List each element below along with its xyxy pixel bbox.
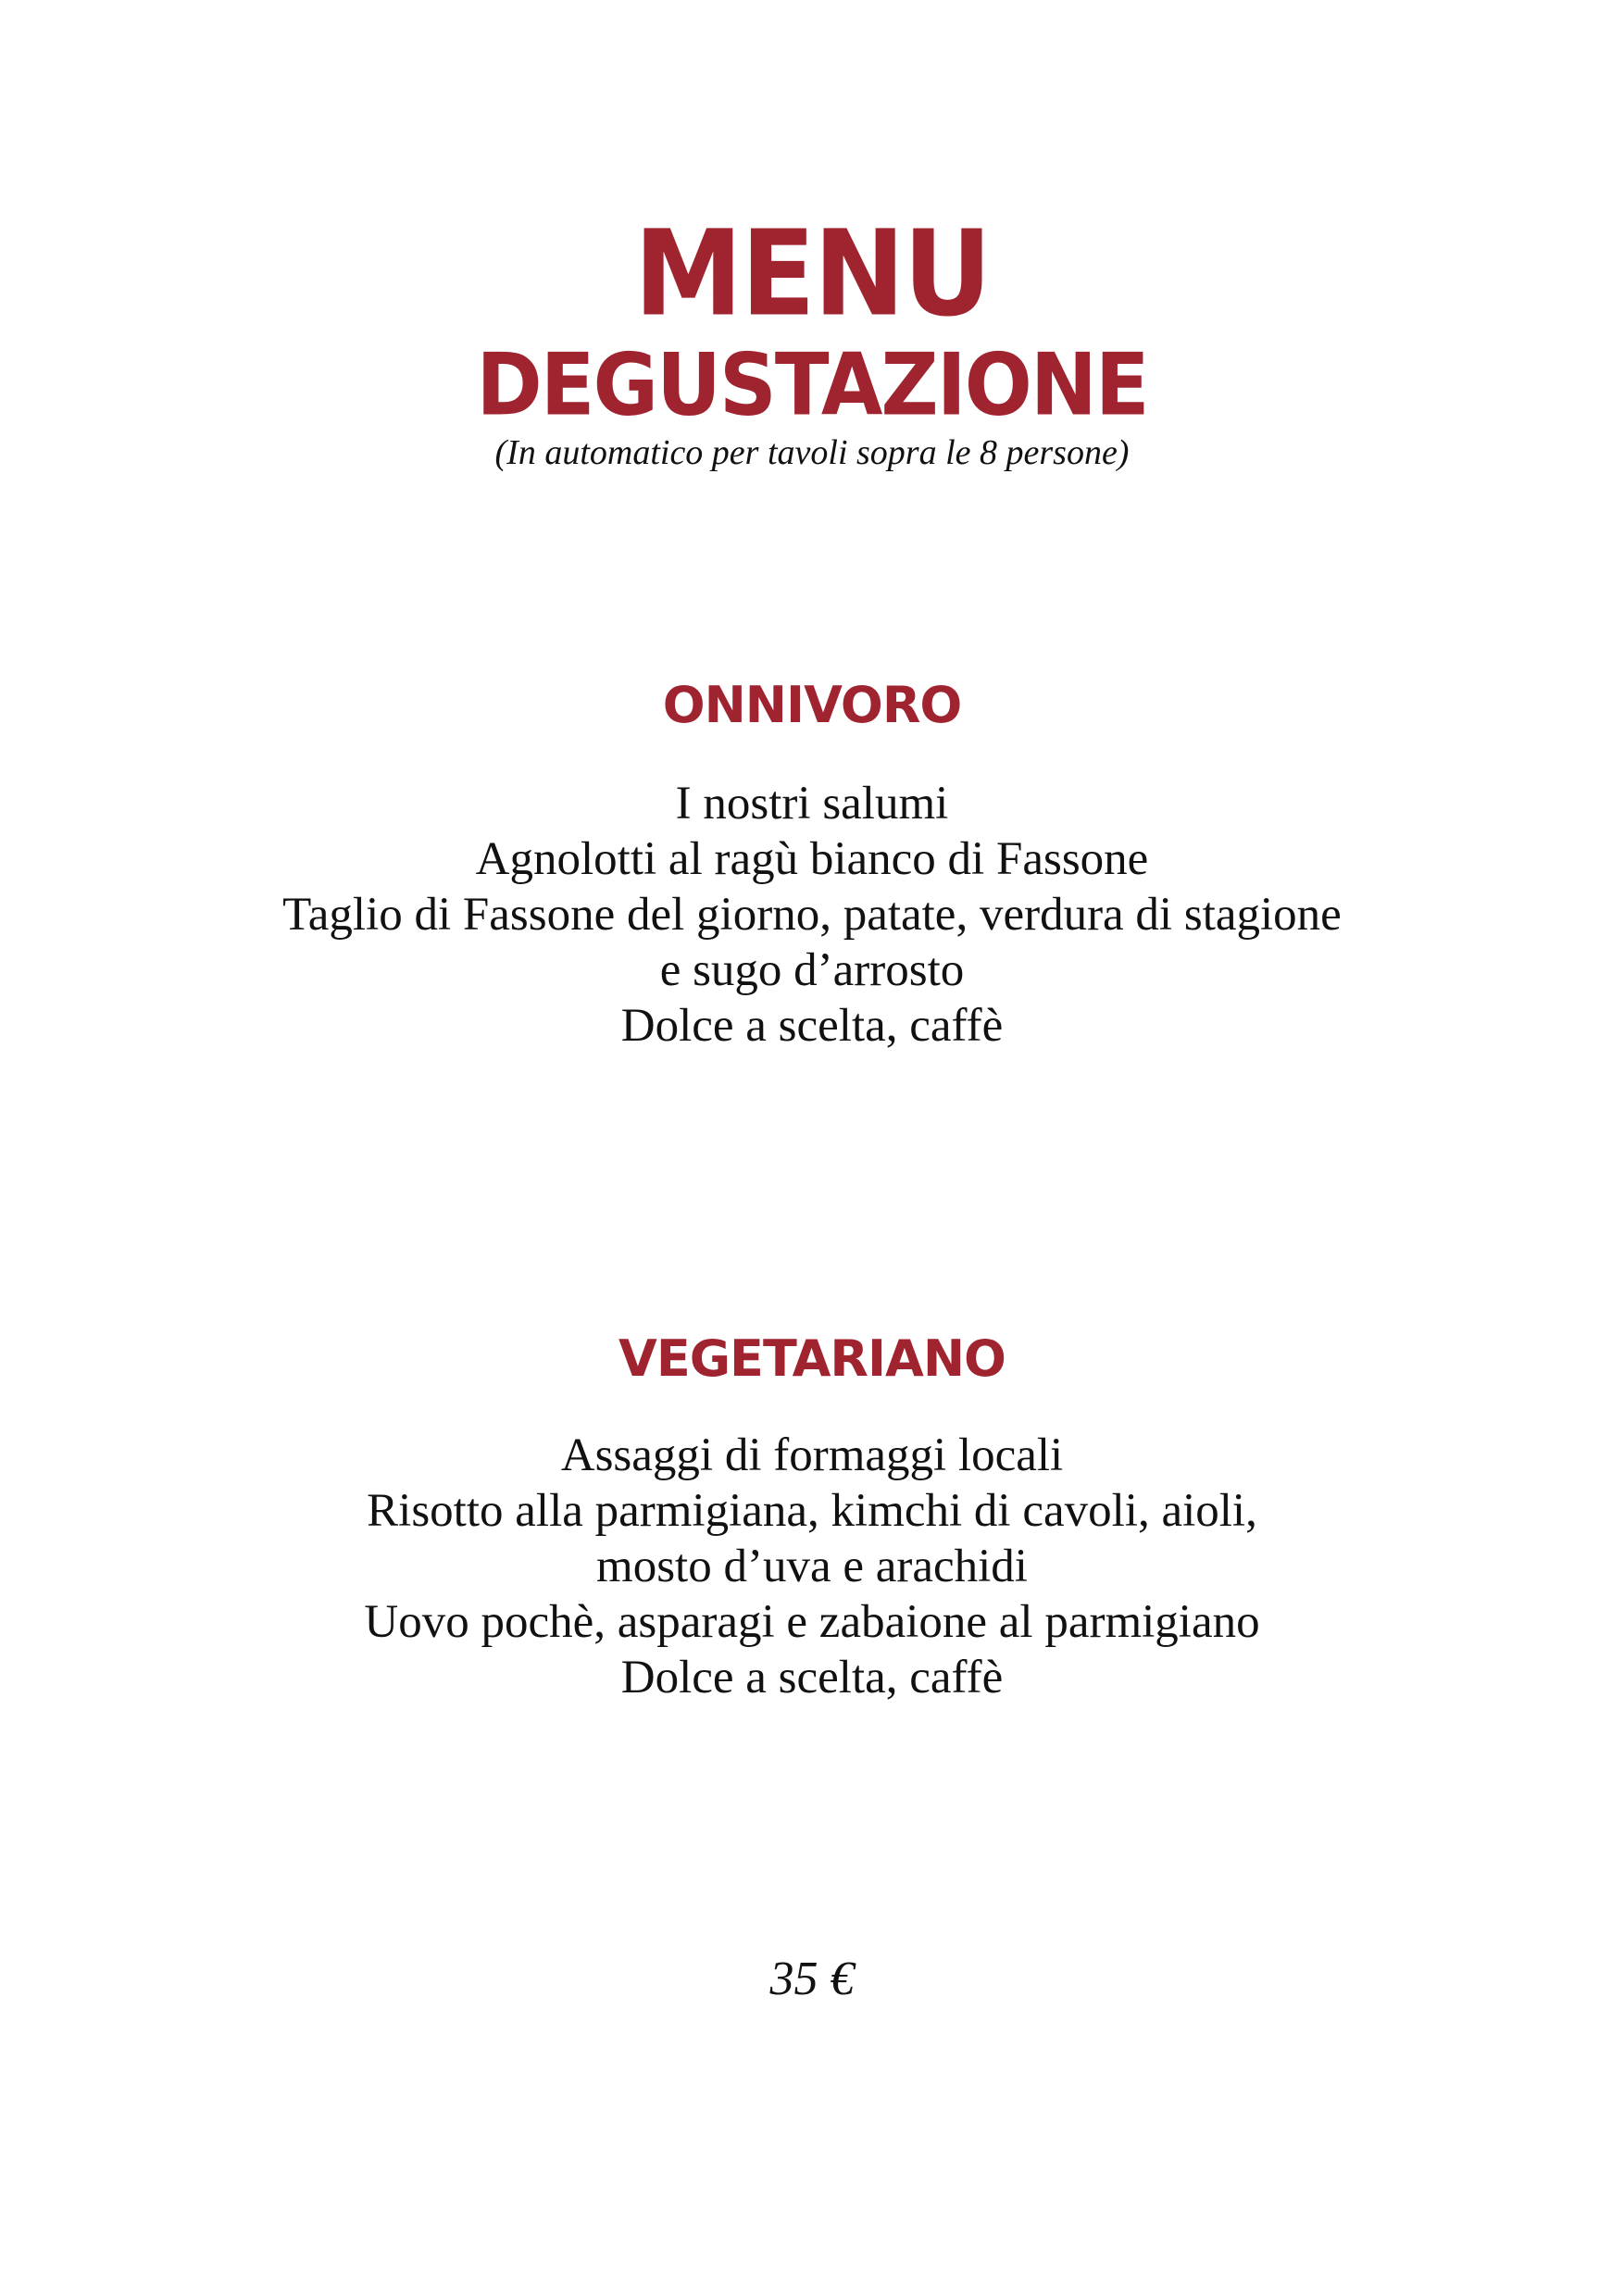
- vegetariano-course-list: [0, 1428, 1624, 1705]
- section-title-onnivoro: ONNIVORO: [662, 676, 962, 734]
- course-item: Uovo pochè, asparagi e zabaione al parmigiano: [364, 1596, 1260, 1648]
- course-item: Dolce a scelta, caffè: [620, 1000, 1004, 1052]
- course-item: e sugo d’arrosto: [659, 944, 965, 996]
- group-note: (In automatico per tavoli sopra le 8 persone): [494, 433, 1130, 472]
- course-item: Agnolotti al ragù bianco di Fassone: [475, 833, 1149, 885]
- course-item: I nostri salumi: [675, 778, 949, 830]
- section-title-vegetariano: VEGETARIANO: [618, 1329, 1006, 1388]
- degustazione-title: DEGUSTAZIONE: [476, 335, 1148, 435]
- course-item: Dolce a scelta, caffè: [620, 1652, 1004, 1703]
- course-item: Taglio di Fassone del giorno, patate, verdura di stagione: [282, 889, 1342, 941]
- menu-title: MENU: [633, 204, 991, 343]
- onnivoro-course-list: [0, 776, 1624, 1054]
- course-item: Risotto alla parmigiana, kimchi di cavoli, aioli,: [367, 1485, 1257, 1537]
- course-item: mosto d’uva e arachidi: [596, 1541, 1028, 1592]
- course-item: Assaggi di formaggi locali: [560, 1429, 1064, 1481]
- menu-price: 35 €: [769, 1953, 855, 2005]
